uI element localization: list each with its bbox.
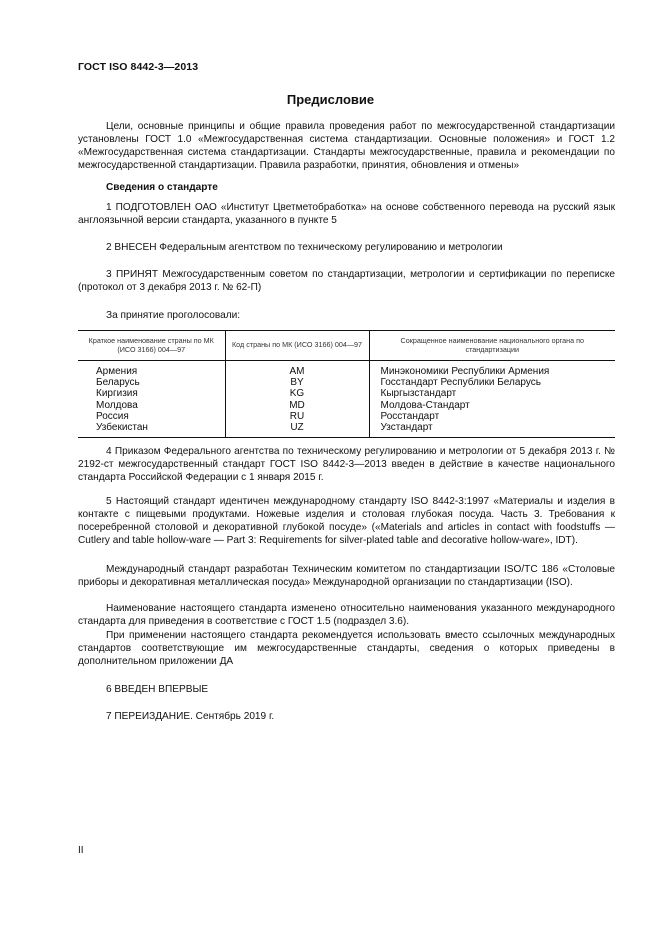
body-cell: Кыргызстандарт	[369, 388, 615, 399]
table-row	[78, 388, 615, 399]
document-id-header: ГОСТ ISO 8442-3—2013	[78, 61, 199, 73]
item-5-international-paragraph: Международный стандарт разработан Техническим комитетом по стандартизации ISO/TC 186 «Столовые приборы и декоративная металлическая посуда» Международной организации по стандартизации (ISO).	[78, 564, 615, 588]
item-4-paragraph: 4 Приказом Федерального агентства по техническому регулированию и метрологии от 5 декабря 2013 г. № 2192-ст межгосударственный стандарт ГОСТ ISO 8442-3—2013 введен в действие в качестве национального стандарта Российской Федерации с 1 января 2015 г.	[78, 446, 615, 483]
item-5-paragraph: 5 Настоящий стандарт идентичен международному стандарту ISO 8442-3:1997 «Материалы и изделия в контакте с пищевыми продуктами. Ножевые изделия и столовая глубокая посуда. Часть 3. Требования к посеребренной столовой и декоративной глубокой посуде» («Materials and articles in contact with foodstuffs — Cutlery and table hollow-ware — Part 3: Requirements for silver-plated table and decorative hollow-ware», IDT).	[78, 496, 615, 546]
body-cell: Росстандарт	[369, 411, 615, 422]
country-cell: Узбекистан	[78, 422, 225, 438]
country-cell: Молдова	[78, 400, 225, 411]
body-cell: Молдова-Стандарт	[369, 400, 615, 411]
table-row	[78, 377, 615, 388]
country-cell: Россия	[78, 411, 225, 422]
item-5-application-paragraph: При применении настоящего стандарта рекомендуется использовать вместо ссылочных международных стандартов соответствующие им межгосударственные стандарты, сведения о которых приведены в дополнительном приложении ДА	[78, 630, 615, 667]
item-3-paragraph: 3 ПРИНЯТ Межгосударственным советом по стандартизации, метрологии и сертификации по переписке (протокол от 3 декабря 2013 г. № 62-П)	[78, 269, 615, 293]
body-cell: Минэкономики Республики Армения	[369, 361, 615, 378]
header-country: Краткое наименование страны по МК (ИСО 3166) 004—97	[78, 331, 225, 361]
code-cell: UZ	[225, 422, 369, 438]
info-heading: Сведения о стандарте	[106, 182, 218, 193]
table-row	[78, 411, 615, 422]
vote-intro: За принятие проголосовали:	[106, 310, 241, 321]
intro-paragraph: Цели, основные принципы и общие правила проведения работ по межгосударственной стандартизации установлены ГОСТ 1.0 «Межгосударственная система стандартизации. Основные положения» и ГОСТ 1.2 «Межгосударственная система стандартизации. Стандарты межгосударственные, правила и рекомендации по межгосударственной стандартизации. Правила разработки, принятия, обновления и отмены»	[78, 121, 615, 171]
item-6-paragraph: 6 ВВЕДЕН ВПЕРВЫЕ	[106, 684, 209, 695]
country-cell: Киргизия	[78, 388, 225, 399]
item-2-paragraph: 2 ВНЕСЕН Федеральным агентством по техническому регулированию и метрологии	[106, 242, 503, 253]
body-cell: Узстандарт	[369, 422, 615, 438]
body-cell: Госстандарт Республики Беларусь	[369, 377, 615, 388]
code-cell: MD	[225, 400, 369, 411]
page-number: II	[78, 845, 84, 856]
code-cell: RU	[225, 411, 369, 422]
page-title: Предисловие	[286, 92, 375, 107]
table-header-row	[78, 331, 615, 361]
voting-table	[78, 330, 615, 438]
code-cell: KG	[225, 388, 369, 399]
header-body: Сокращенное наименование национального органа по стандартизации	[369, 331, 615, 361]
table-row	[78, 400, 615, 411]
header-code: Код страны по МК (ИСО 3166) 004—97	[225, 331, 369, 361]
country-cell: Армения	[78, 361, 225, 378]
item-7-paragraph: 7 ПЕРЕИЗДАНИЕ. Сентябрь 2019 г.	[106, 711, 275, 722]
code-cell: AM	[225, 361, 369, 378]
item-5-name-change-paragraph: Наименование настоящего стандарта изменено относительно наименования указанного международного стандарта для приведения в соответствие с ГОСТ 1.5 (подраздел 3.6).	[78, 603, 615, 627]
item-1-paragraph: 1 ПОДГОТОВЛЕН ОАО «Институт Цветметобработка» на основе собственного перевода на русский язык англоязычной версии стандарта, указанного в пункте 5	[78, 202, 615, 226]
code-cell: BY	[225, 377, 369, 388]
table-row	[78, 361, 615, 378]
country-cell: Беларусь	[78, 377, 225, 388]
table-row	[78, 422, 615, 438]
